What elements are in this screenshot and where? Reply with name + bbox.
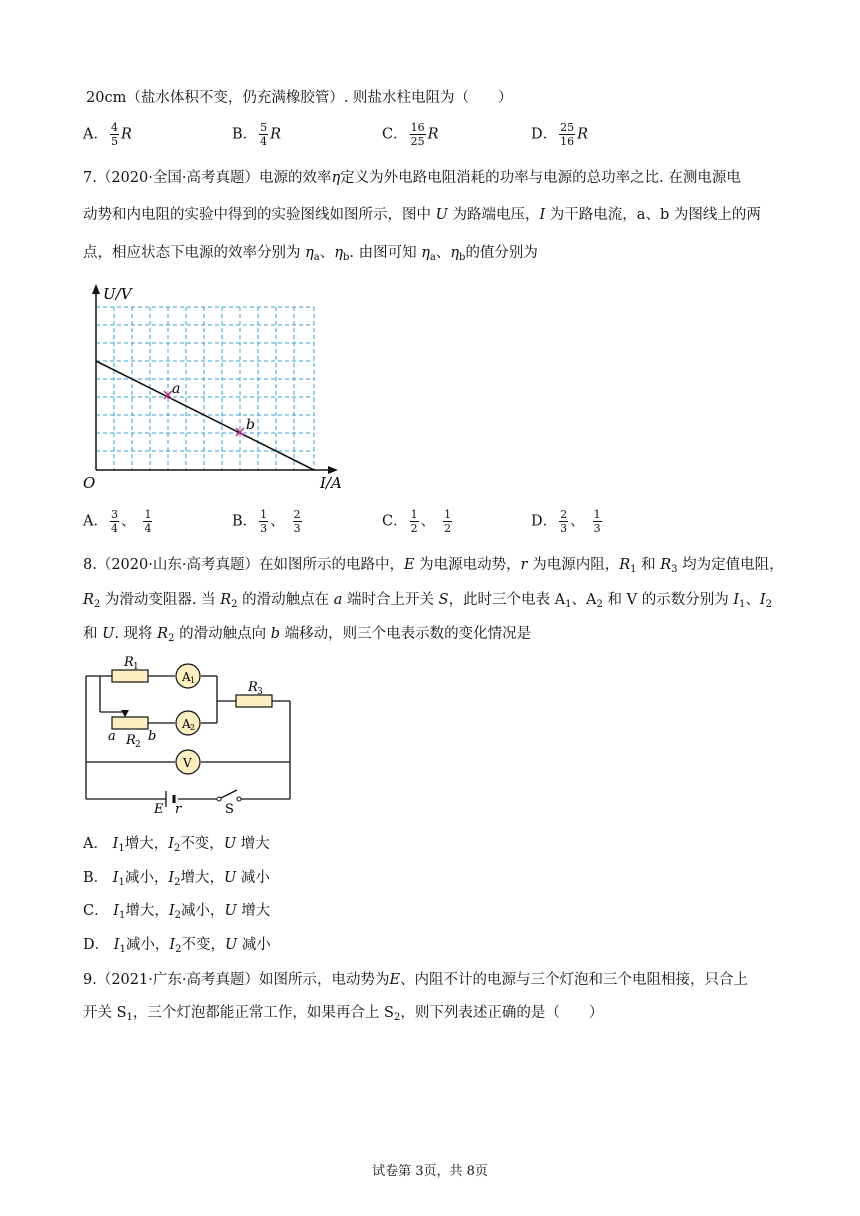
label-r: r — [175, 802, 182, 814]
point-a-label: a — [172, 381, 181, 397]
point-b-label: b — [246, 417, 255, 433]
label-v: V — [183, 756, 192, 770]
label-a1: A — [182, 670, 191, 684]
q8-line3: 和 U. 现将 $R_2$ 的滑动触点向 b 端移动，则三个电表示数的变化情况是 — [83, 626, 532, 644]
label-r1-sub: 1 — [133, 662, 139, 672]
resistor-r1-icon — [112, 670, 148, 682]
q6-option-d[interactable]: D． $\frac{25}{16}$ R — [531, 121, 589, 148]
q8-option-d[interactable]: D． $I_1$减小，$I_2$不变，U 减小 — [83, 937, 271, 955]
y-axis-arrow-icon — [92, 284, 100, 294]
label-r3-sub: 3 — [257, 687, 263, 697]
q8-option-b[interactable]: B． $I_1$减小，$I_2$增大，U 减小 — [83, 870, 270, 888]
label-r2: R — [126, 733, 136, 748]
label-r3: R — [248, 680, 258, 695]
label-r1: R — [124, 655, 134, 670]
q7-option-b[interactable]: B． $\frac{1}{3}$ 、 $\frac{2}{3}$ — [232, 508, 301, 535]
label-a1-sub: 1 — [190, 676, 196, 685]
label-a: a — [108, 729, 116, 744]
x-axis-arrow-icon — [328, 466, 338, 474]
label-e: E — [154, 802, 164, 814]
q7-ui-graph — [80, 282, 350, 497]
resistor-r2-icon — [112, 717, 148, 729]
q7-option-c[interactable]: C． $\frac{1}{2}$ 、 $\frac{1}{2}$ — [382, 508, 452, 535]
q6-option-b[interactable]: B． $\frac{5}{4}$ R — [232, 121, 282, 148]
q8-line1: 8.（2020·山东·高考真题）在如图所示的电路中，E 为电源电动势，r 为电源内阻，$R_1$ 和 $R_3$ 均为定值电阻， — [83, 557, 784, 575]
label-b: b — [148, 729, 157, 744]
q6-option-a[interactable]: A． $\frac{4}{5}$ R — [83, 121, 132, 148]
origin-label: O — [83, 474, 96, 492]
q7-option-d[interactable]: D． $\frac{2}{3}$ 、 $\frac{1}{3}$ — [531, 508, 601, 535]
slider-arrow-icon — [121, 710, 129, 717]
page-footer: 试卷第 3页，共 8页 — [372, 1164, 488, 1179]
q9-line1: 9.（2021·广东·高考真题）如图所示，电动势为E、内阻不计的电源与三个灯泡和三个电阻相接，只合上 — [83, 972, 749, 988]
q8-line2: $R_2$ 为滑动变阻器. 当 $R_2$ 的滑动触点在 a 端时合上开关 S，此时三个电表 $A_1$、$A_2$ 和 V 的示数分别为 $I_1$、$I_2$ — [83, 592, 773, 610]
q6-tail: 20cm（盐水体积不变，仍充满橡胶管）. 则盐水柱电阻为（ ） — [86, 90, 513, 106]
label-s: S — [225, 802, 234, 814]
q6-option-c[interactable]: C． $\frac{16}{25}$ R — [382, 121, 439, 148]
q9-line2: 开关 $S_1$，三个灯泡都能正常工作，如果再合上 $S_2$，则下列表述正确的是（ ） — [83, 1005, 604, 1023]
resistor-r3-icon — [236, 695, 272, 707]
q7-line1: 7.（2020·全国·高考真题）电源的效率η定义为外电路电阻消耗的功率与电源的总功率之比. 在测电源电 — [83, 170, 741, 186]
label-a2: A — [182, 717, 191, 731]
q7-option-a[interactable]: A． $\frac{3}{4}$ 、 $\frac{1}{4}$ — [83, 508, 152, 535]
q7-line2: 动势和内电阻的实验中得到的实验图线如图所示，图中 U 为路端电压，I 为干路电流，a、b 为图线上的两 — [83, 207, 761, 223]
y-axis-label: U/V — [103, 285, 132, 303]
label-a2-sub: 2 — [190, 723, 196, 732]
q7-line3: 点，相应状态下电源的效率分别为 $\eta_a$、$\eta_b$. 由图可知 $\eta_a$、$\eta_b$的值分别为 — [83, 245, 538, 263]
graph-grid — [96, 307, 314, 470]
q8-option-c[interactable]: C． $I_1$增大，$I_2$减小，U 增大 — [83, 903, 271, 921]
switch-contact-icon — [217, 797, 221, 801]
label-r2-sub: 2 — [135, 740, 141, 750]
q8-option-a[interactable]: A． $I_1$增大，$I_2$不变，U 增大 — [83, 836, 270, 854]
x-axis-label: I/A — [320, 474, 342, 492]
q8-circuit-diagram — [80, 652, 300, 814]
